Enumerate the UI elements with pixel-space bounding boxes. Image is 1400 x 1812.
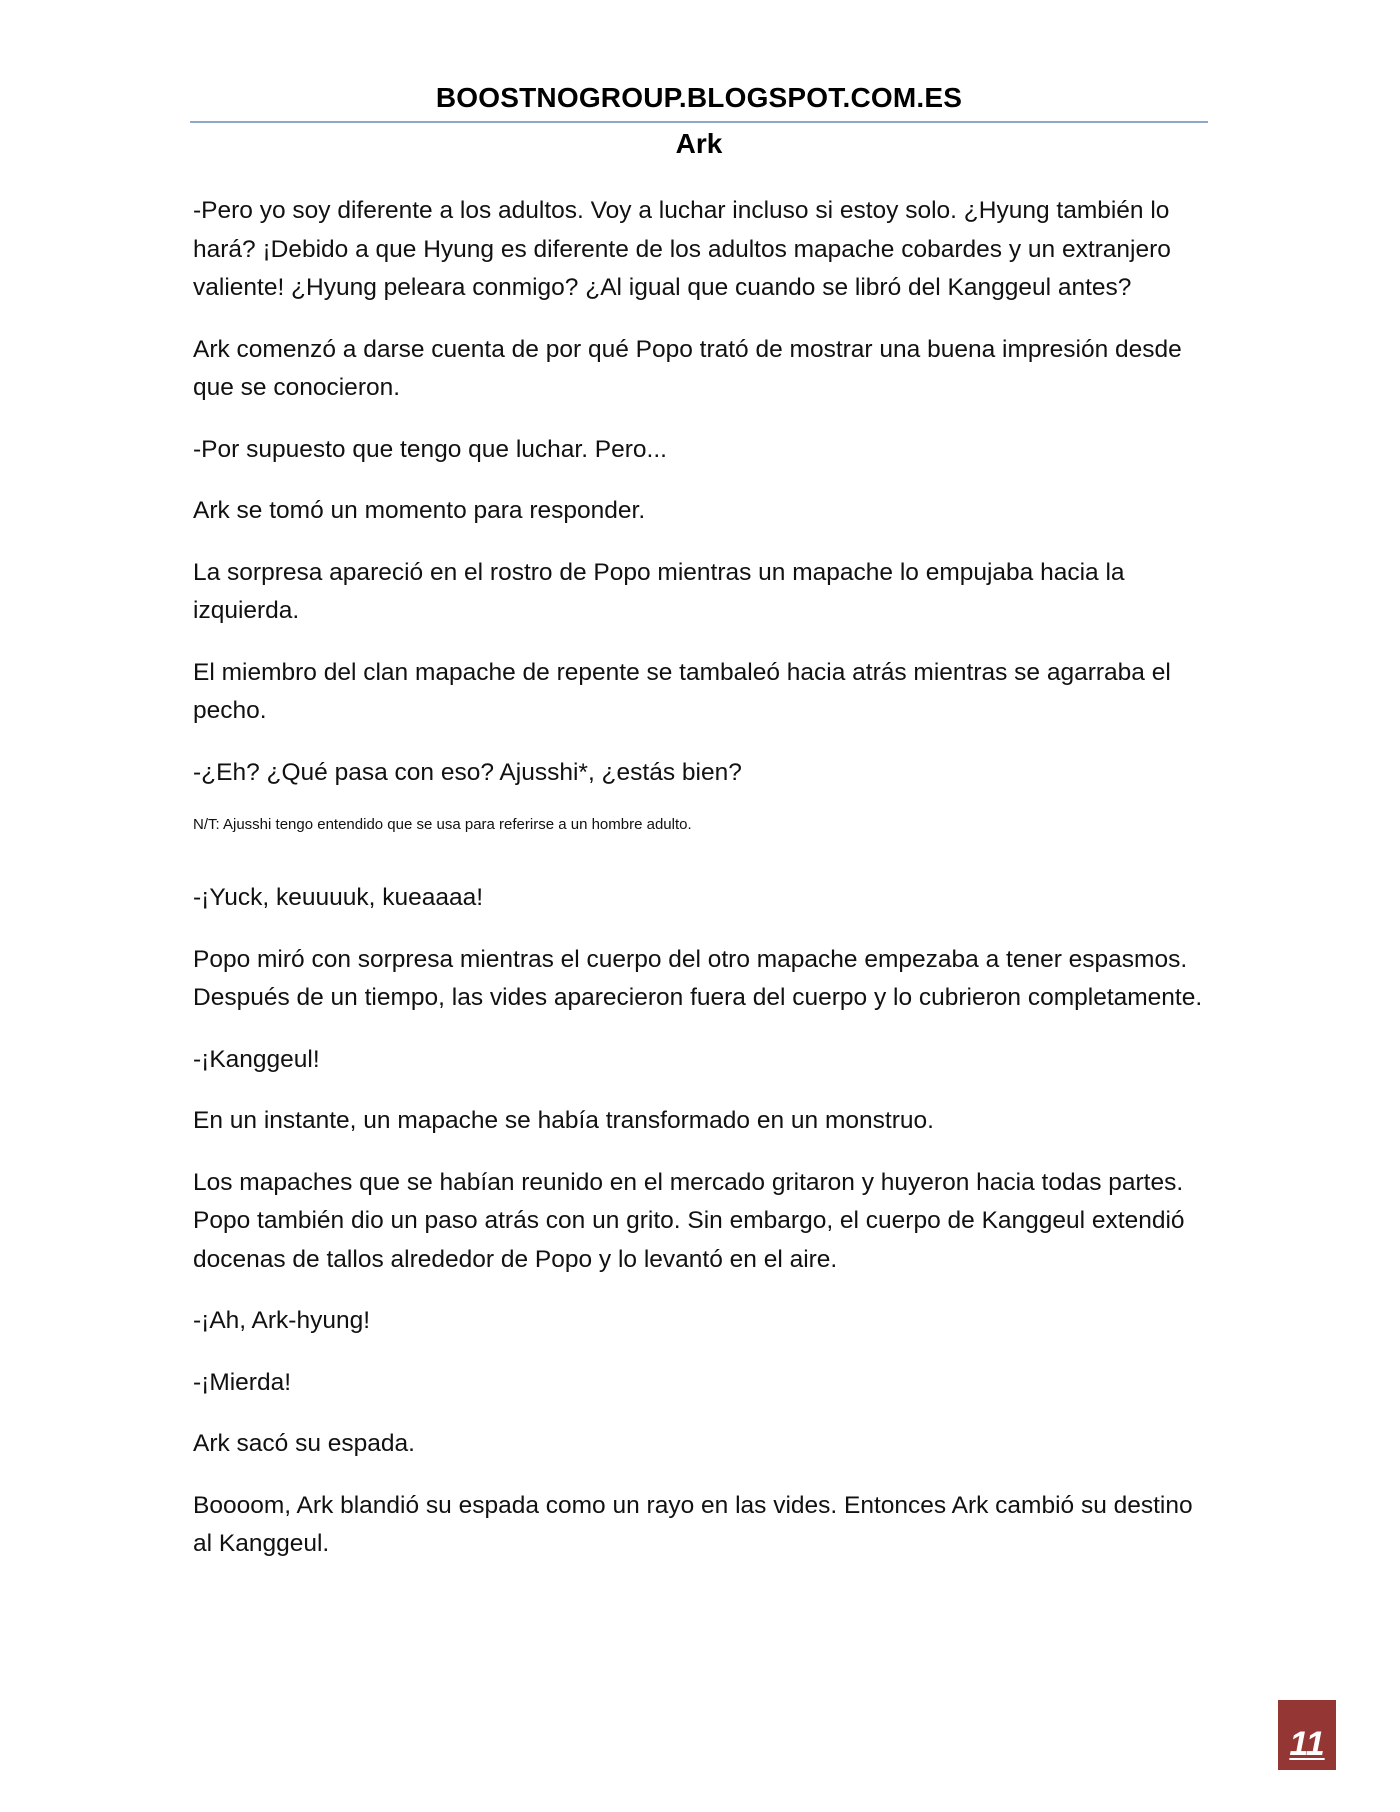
paragraph: Los mapaches que se habían reunido en el mercado gritaron y huyeron hacia todas partes. Popo también dio un paso atrás con un grito. Sin embargo, el cuerpo de Kanggeul extendió docenas de tallos alrededor de Popo y lo levantó en el aire. [193, 1168, 1185, 1273]
paragraph: Ark sacó su espada. [193, 1430, 415, 1457]
translator-note: N/T: Ajusshi tengo entendido que se usa para referirse a un hombre adulto. [193, 816, 692, 833]
paragraph: La sorpresa apareció en el rostro de Popo mientras un mapache lo empujaba hacia la izquierda. [193, 558, 1125, 624]
paragraph: Boooom, Ark blandió su espada como un rayo en las vides. Entonces Ark cambió su destino al Kanggeul. [193, 1491, 1193, 1557]
header-site-title: BOOSTNOGROUP.BLOGSPOT.COM.ES [435, 82, 963, 113]
paragraph: Popo miró con sorpresa mientras el cuerpo del otro mapache empezaba a tener espasmos. Después de un tiempo, las vides aparecieron fuera del cuerpo y lo cubrieron completamente. [193, 945, 1203, 1011]
paragraph: En un instante, un mapache se había transformado en un monstruo. [193, 1107, 934, 1134]
page-number-badge [1278, 1700, 1336, 1770]
paragraph: El miembro del clan mapache de repente se tambaleó hacia atrás mientras se agarraba el pecho. [193, 658, 1171, 724]
paragraph: -¡Ah, Ark-hyung! [193, 1307, 371, 1334]
paragraph: Ark se tomó un momento para responder. [193, 497, 646, 524]
paragraph: -¡Mierda! [193, 1368, 292, 1396]
paragraph: Ark comenzó a darse cuenta de por qué Popo trató de mostrar una buena impresión desde que se conocieron. [193, 335, 1182, 401]
paragraph: -Por supuesto que tengo que luchar. Pero... [193, 435, 667, 463]
paragraph: -¡Kanggeul! [193, 1045, 320, 1073]
paragraph: -¿Eh? ¿Qué pasa con eso? Ajusshi*, ¿estás bien? [193, 758, 742, 786]
paragraph: -¡Yuck, keuuuuk, kueaaaa! [193, 884, 484, 911]
paragraph: -Pero yo soy diferente a los adultos. Voy a luchar incluso si estoy solo. ¿Hyung también lo hará? ¡Debido a que Hyung es diferente de los adultos mapache cobardes y un extranjero valiente! ¿Hyung peleara conmigo? ¿Al igual que cuando se libró del Kanggeul antes? [193, 197, 1171, 301]
page-number: 11 [1289, 1725, 1325, 1763]
body-text [193, 192, 1213, 1587]
chapter-title: Ark [675, 128, 723, 159]
header-divider [190, 121, 1208, 123]
